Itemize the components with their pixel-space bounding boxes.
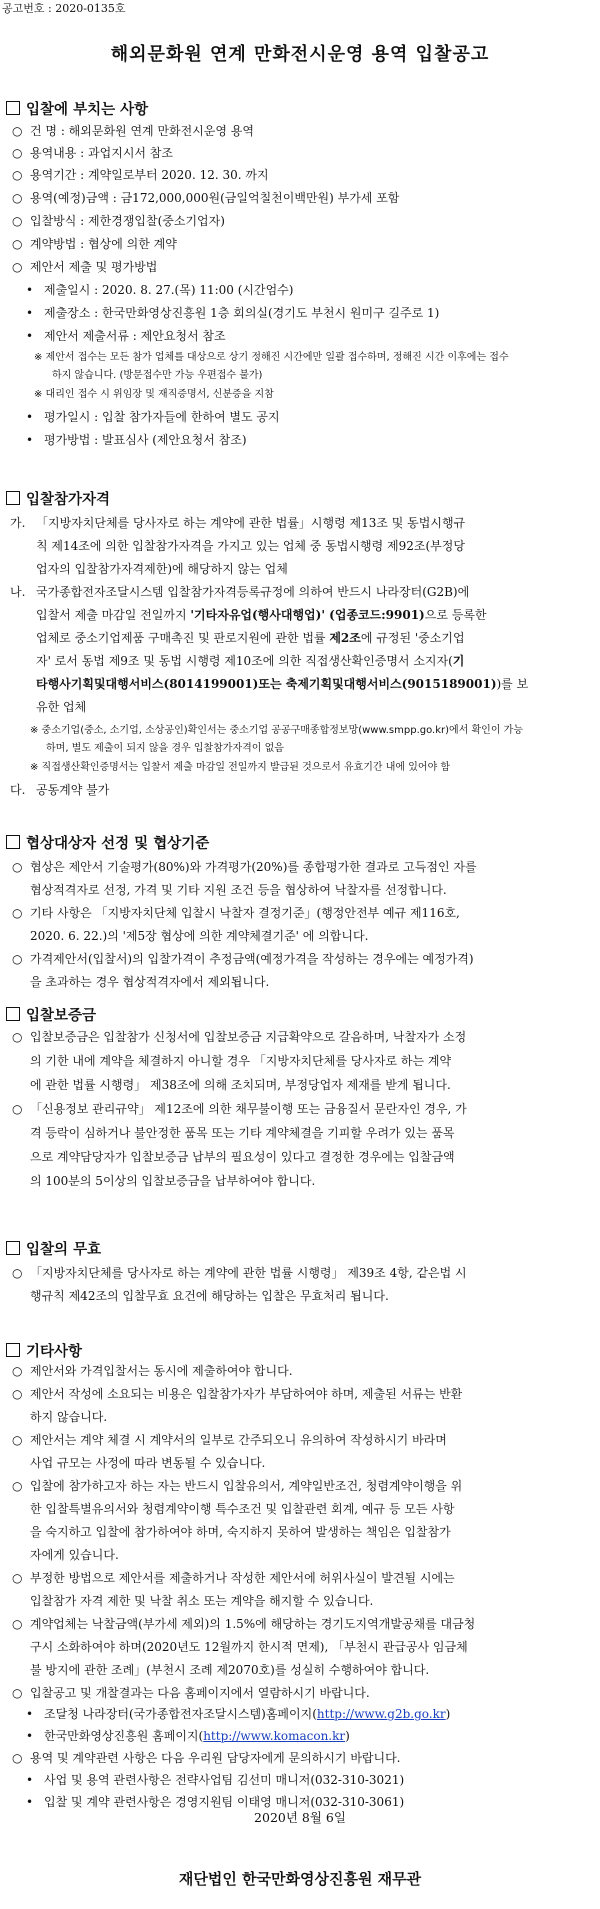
paragraph-line: ○ 계약업체는 낙찰금액(부가세 제외)의 1.5%에 해당하는 경기도지역개발공채를 대금청 xyxy=(12,1617,476,1631)
sub-item: • 조달청 나라장터(국가종합전자조달시스템)홈페이지(http://www.g2b.go.kr) xyxy=(26,1707,451,1721)
paragraph-line: 칙 제14조에 의한 입찰참가자격을 가지고 있는 업체 중 동법시행령 제92조(부정당 xyxy=(36,539,465,553)
sub-item: • 제안서 제출서류 : 제안요청서 참조 xyxy=(26,329,226,343)
sub-item: • 사업 및 용역 관련사항은 전략사업팀 김선미 매니저(032-310-3021) xyxy=(26,1773,405,1787)
list-item: ○ 용역내용 : 과업지시서 참조 xyxy=(12,146,173,160)
section-heading-others: 기타사항 xyxy=(6,1340,82,1361)
checkbox-square-icon xyxy=(6,835,20,849)
paragraph-line: ○ 부정한 방법으로 제안서를 제출하거나 작성한 제안서에 허위사실이 발견될 시에는 xyxy=(12,1571,455,1585)
paragraph-line: 을 숙지하고 입찰에 참가하여야 하며, 숙지하지 못하여 발생하는 책임은 입찰참가 xyxy=(30,1525,451,1539)
list-item: ○ 용역 및 계약관련 사항은 다음 우리원 담당자에게 문의하시기 바랍니다. xyxy=(12,1751,401,1765)
sub-item: • 평가일시 : 입찰 참가자들에 한하여 별도 공지 xyxy=(26,410,280,424)
sub-item: • 평가방법 : 발표심사 (제안요청서 참조) xyxy=(26,433,247,447)
section-heading-invalidity: 입찰의 무효 xyxy=(6,1238,101,1259)
g2b-link[interactable]: http://www.g2b.go.kr xyxy=(316,1707,446,1721)
paragraph-line: 유한 업체 xyxy=(36,700,87,714)
checkbox-square-icon xyxy=(6,1241,20,1255)
paragraph-line: 자' 로서 동법 제9조 및 동법 시행령 제10조에 의한 직접생산확인증명서 소지자(기 xyxy=(36,654,465,668)
paragraph-line: ○ 제안서는 계약 체결 시 계약서의 일부로 간주되오니 유의하여 작성하시기 바라며 xyxy=(12,1433,447,1447)
paragraph-line: 업체로 중소기업제품 구매촉진 및 판로지원에 관한 법률 제2조에 규정된 '중소기업 xyxy=(36,631,465,645)
paragraph-line: 자에게 있습니다. xyxy=(30,1548,119,1562)
checkbox-square-icon xyxy=(6,101,20,115)
paragraph-line: ○ 기타 사항은 「지방자치단체 입찰시 낙찰자 결정기준」(행정안전부 예규 제116호, xyxy=(12,906,460,920)
section-heading-deposit: 입찰보증금 xyxy=(6,1004,96,1025)
paragraph-line: 업자의 입찰참가자격제한)에 해당하지 않는 업체 xyxy=(36,562,288,576)
list-item: ○ 용역기간 : 계약일로부터 2020. 12. 30. 까지 xyxy=(12,168,269,182)
checkbox-square-icon xyxy=(6,1343,20,1357)
paragraph-line: ○ 입찰보증금은 입찰참가 신청서에 입찰보증금 지급확약으로 갈음하며, 낙찰자가 소정 xyxy=(12,1030,467,1044)
note-text: ※ 제안서 접수는 모든 참가 업체를 대상으로 상기 정해진 시간에만 일괄 접수하며, 정해진 시간 이후에는 접수 xyxy=(34,352,509,363)
checkbox-square-icon xyxy=(6,491,20,505)
paragraph-line: 하지 않습니다. xyxy=(30,1410,108,1424)
note-text: 하며, 별도 제출이 되지 않을 경우 입찰참가자격이 없음 xyxy=(46,743,284,754)
paragraph-line: 을 초과하는 경우 협상적격자에서 제외됩니다. xyxy=(30,975,270,989)
paragraph-line: 나. 국가종합전자조달시스템 입찰참가자격등록규정에 의하여 반드시 나라장터(G2B)에 xyxy=(10,585,470,599)
note-text: 하지 않습니다. (방문접수만 가능 우편접수 불가) xyxy=(52,370,263,381)
note-text: ※ 직접생산확인증명서는 입찰서 제출 마감일 전일까지 발급된 것으로서 유효기간 내에 있어야 함 xyxy=(30,762,451,773)
section-heading-negotiation: 협상대상자 선정 및 협상기준 xyxy=(6,832,209,853)
paragraph-line: 타행사기획및대행서비스(8014199001)또는 축제기획및대행서비스(9015189001))를 보 xyxy=(36,677,529,691)
note-text: ※ 중소기업(중소, 소기업, 소상공인)확인서는 중소기업 공공구매종합정보망(www.smpp.go.kr)에서 확인이 가능 xyxy=(30,725,524,736)
paragraph-line: ○ 가격제안서(입찰서)의 입찰가격이 추정금액(예정가격을 작성하는 경우에는 예정가격) xyxy=(12,952,474,966)
signature-line: 재단법인 한국만화영상진흥원 재무관 xyxy=(178,1870,422,1888)
paragraph-line: 격 등락이 심하거나 불안정한 품목 또는 기타 계약체결을 기피할 우려가 있는 품목 xyxy=(30,1126,455,1140)
paragraph-line: 의 기한 내에 계약을 체결하지 아니할 경우 「지방자치단체를 당사자로 하는 계약 xyxy=(30,1054,452,1068)
sub-item: • 제출일시 : 2020. 8. 27.(목) 11:00 (시간엄수) xyxy=(26,283,294,297)
paragraph-line: ○ 「신용정보 관리규약」 제12조에 의한 채무불이행 또는 금융질서 문란자인 경우, 가 xyxy=(12,1102,467,1116)
paragraph-line: ○ 입찰공고 및 개찰결과는 다음 홈페이지에서 열람하시기 바랍니다. xyxy=(12,1686,370,1700)
sub-item: • 입찰 및 계약 관련사항은 경영지원팀 이태영 매니저(032-310-3061) xyxy=(26,1795,405,1809)
checkbox-square-icon xyxy=(6,1007,20,1021)
paragraph-line: 에 관한 법률 시행령」 제38조에 의해 조치되며, 부정당업자 제재를 받게 됩니다. xyxy=(30,1078,451,1092)
paragraph-line: ○ 협상은 제안서 기술평가(80%)와 가격평가(20%)를 종합평가한 결과로 고득점인 자를 xyxy=(12,860,477,874)
list-item: ○ 용역(예정)금액 : 금172,000,000원(금일억칠천이백만원) 부가세 포함 xyxy=(12,191,400,205)
list-item: ○ 입찰방식 : 제한경쟁입찰(중소기업자) xyxy=(12,214,225,228)
section-heading-bid-items: 입찰에 부치는 사항 xyxy=(6,98,148,119)
sub-item: • 한국만화영상진흥원 홈페이지(http://www.komacon.kr) xyxy=(26,1729,350,1743)
page-title: 해외문화원 연계 만화전시운영 용역 입찰공고 xyxy=(110,44,490,65)
notice-date: 2020년 8월 6일 xyxy=(254,1810,346,1825)
paragraph-line: 입찰서 제출 마감일 전일까지 '기타자유업(행사대행업)' (업종코드:9901)으로 등록한 xyxy=(36,608,487,622)
paragraph-line: ○ 제안서 작성에 소요되는 비용은 입찰참가자가 부담하여야 하며, 제출된 서류는 반환 xyxy=(12,1387,463,1401)
paragraph-line: 사업 규모는 사정에 따라 변동될 수 있습니다. xyxy=(30,1456,266,1470)
paragraph-line: 입찰참가 자격 제한 및 낙찰 취소 또는 계약을 해지할 수 있습니다. xyxy=(30,1594,374,1608)
list-item: ○ 계약방법 : 협상에 의한 계약 xyxy=(12,237,177,251)
paragraph-line: 한 입찰특별유의서와 청렴계약이행 특수조건 및 입찰관련 회계, 예규 등 모든 사항 xyxy=(30,1502,455,1516)
paragraph-line: ○ 입찰에 참가하고자 하는 자는 반드시 입찰유의서, 계약일반조건, 청렴계약이행을 위 xyxy=(12,1479,463,1493)
section-heading-qualification: 입찰참가자격 xyxy=(6,488,110,509)
sub-item: • 제출장소 : 한국만화영상진흥원 1층 회의실(경기도 부천시 원미구 길주로 1) xyxy=(26,306,440,320)
paragraph-line: 의 100분의 5이상의 입찰보증금을 납부하여야 합니다. xyxy=(30,1174,316,1188)
paragraph-line: 으로 계약담당자가 입찰보증금 납부의 필요성이 있다고 결정한 경우에는 입찰금액 xyxy=(30,1150,455,1164)
paragraph-line: ○ 「지방자치단체를 당사자로 하는 계약에 관한 법률 시행령」 제39조 4항, 같은법 시 xyxy=(12,1266,467,1280)
paragraph-line: ○ 제안서와 가격입찰서는 동시에 제출하여야 합니다. xyxy=(12,1364,293,1378)
komacon-link[interactable]: http://www.komacon.kr xyxy=(203,1729,346,1743)
notice-number: 공고번호 : 2020-0135호 xyxy=(2,2,126,15)
list-item: ○ 제안서 제출 및 평가방법 xyxy=(12,260,158,274)
paragraph-line: 협상적격자로 선정, 가격 및 기타 지원 조건 등을 협상하여 낙찰자를 선정합니다. xyxy=(30,883,447,897)
paragraph-line: 가. 「지방자치단체를 당사자로 하는 계약에 관한 법률」시행령 제13조 및 동법시행규 xyxy=(10,516,466,530)
paragraph-line: 다. 공동계약 불가 xyxy=(10,783,110,797)
paragraph-line: 불 방지에 관한 조례」(부천시 조례 제2070호)를 성실히 수행하여야 합니다. xyxy=(30,1663,430,1677)
paragraph-line: 구시 소화하여야 하며(2020년도 12월까지 한시적 면제), 「부천시 관급공사 임금체 xyxy=(30,1640,468,1654)
list-item: ○ 건 명 : 해외문화원 연계 만화전시운영 용역 xyxy=(12,124,254,138)
note-text: ※ 대리인 접수 시 위임장 및 재직증명서, 신분증을 지참 xyxy=(34,389,274,400)
paragraph-line: 2020. 6. 22.)의 '제5장 협상에 의한 계약체결기준' 에 의합니다. xyxy=(30,929,369,943)
paragraph-line: 행규칙 제42조의 입찰무효 요건에 해당하는 입찰은 무효처리 됩니다. xyxy=(30,1289,389,1303)
